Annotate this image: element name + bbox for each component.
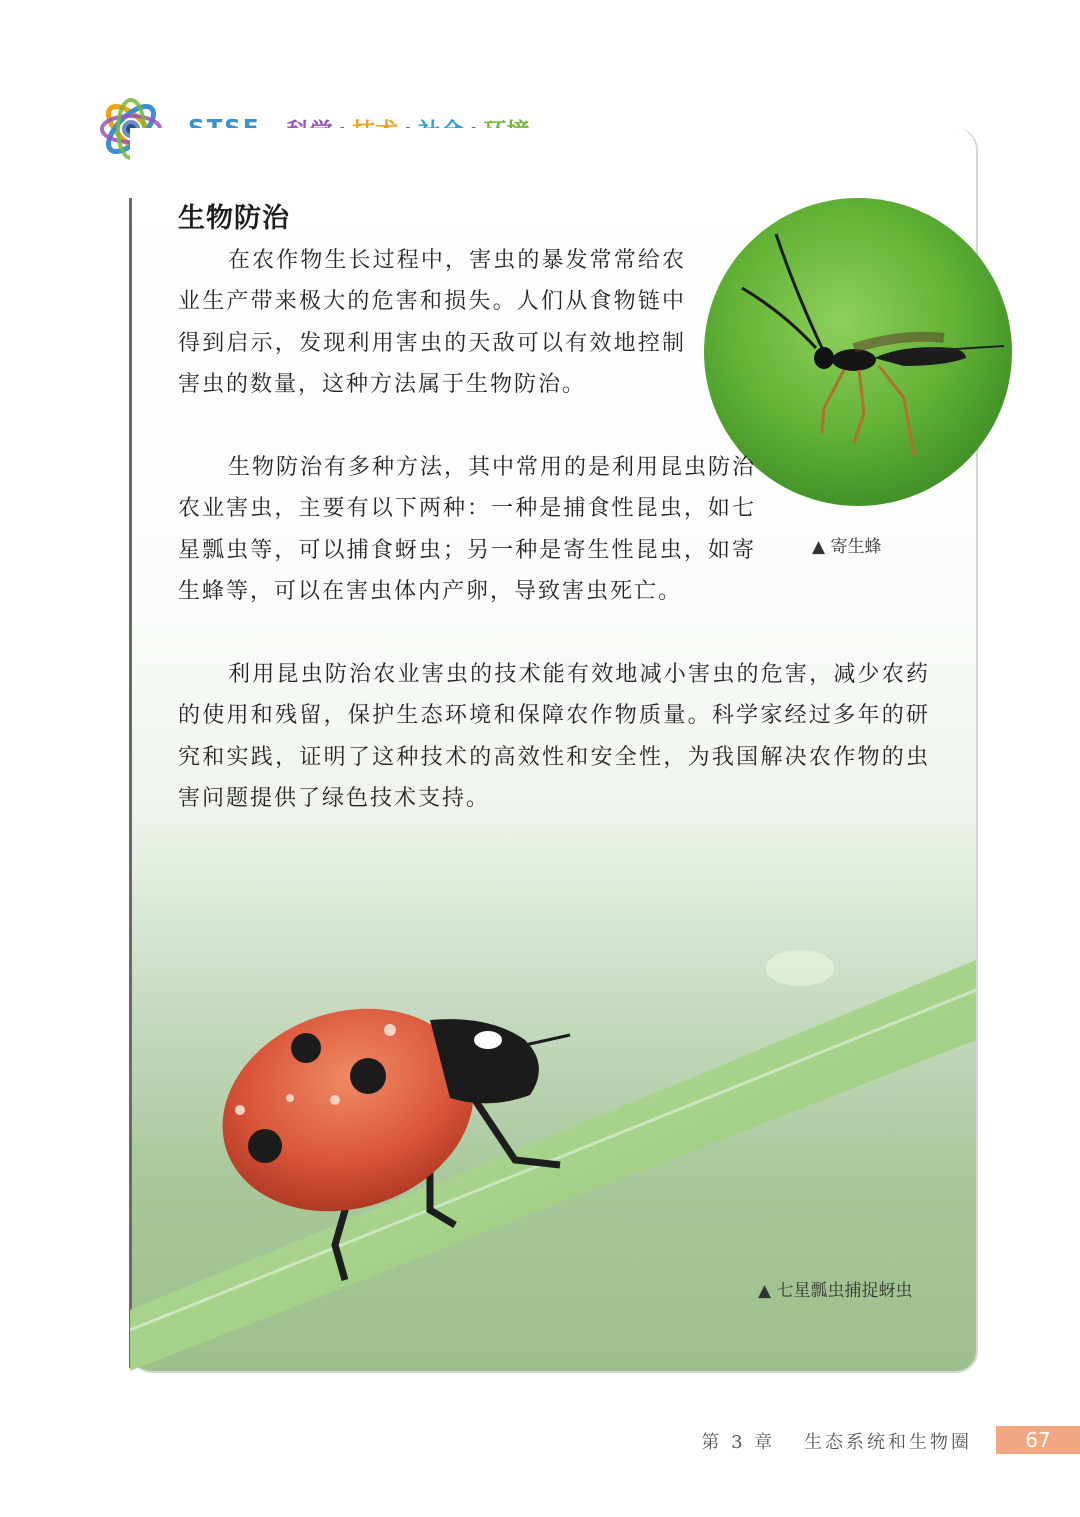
- paragraph-1: 在农作物生长过程中，害虫的暴发常常给农业生产带来极大的危害和损失。人们从食物链中得到启示，发现利用害虫的天敌可以有效地控制害虫的数量，这种方法属于生物防治。: [178, 248, 686, 397]
- footer-chapter: [701, 1428, 972, 1454]
- paragraph-3: 利用昆虫防治农业害虫的技术能有效地减小害虫的危害，减少农药的使用和残留，保护生态环境和保障农作物质量。科学家经过多年的研究和实践，证明了这种技术的高效性和安全性，为我国解决农作物的虫害问题提供了绿色技术支持。: [178, 662, 930, 811]
- ladybug-caption: ▲ 七星瓢虫捕捉蚜虫: [758, 1281, 913, 1301]
- page-number: 67: [996, 1426, 1080, 1454]
- paragraph-2: 生物防治有多种方法，其中常用的是利用昆虫防治农业害虫，主要有以下两种：一种是捕食性昆虫，如七星瓢虫等，可以捕食蚜虫；另一种是寄生性昆虫，如寄生蜂等，可以在害虫体内产卵，导致害虫死亡。: [178, 455, 757, 604]
- chapter-number: 第 3 章: [701, 1432, 776, 1453]
- chapter-title: 生态系统和生物圈: [804, 1432, 972, 1453]
- wasp-caption: ▲ 寄生蜂: [812, 537, 882, 557]
- section-title: 生物防治: [178, 203, 290, 234]
